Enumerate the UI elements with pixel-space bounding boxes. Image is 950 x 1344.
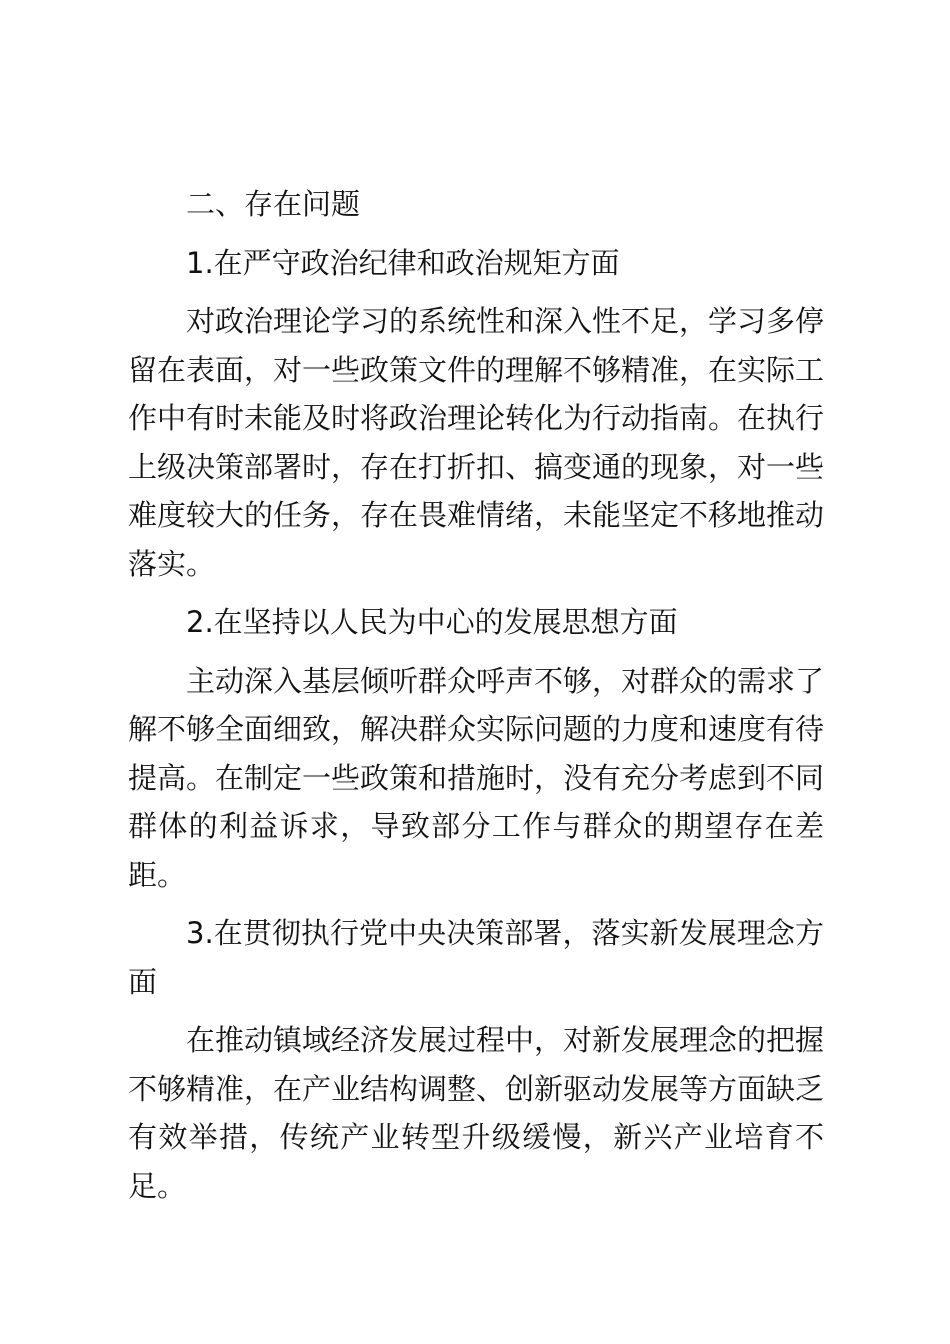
item-3-body: 在推动镇域经济发展过程中，对新发展理念的把握不够精准，在产业结构调整、创新驱动发展等方面缺乏有效举措，传统产业转型升级缓慢，新兴产业培育不足。 — [128, 1023, 825, 1203]
item-2-title: 2.在坚持以人民为中心的发展思想方面 — [186, 605, 678, 639]
item-3-title: 3.在贯彻执行党中央决策部署，落实新发展理念方面 — [128, 916, 824, 999]
item-2-body: 主动深入基层倾听群众呼声不够，对群众的需求了解不够全面细致，解决群众实际问题的力度和速度有待提高。在制定一些政策和措施时，没有充分考虑到不同群体的利益诉求，导致部分工作与群众的期望存在差距。 — [128, 663, 825, 892]
document-body — [128, 180, 824, 1220]
item-1-body: 对政治理论学习的系统性和深入性不足，学习多停留在表面，对一些政策文件的理解不够精准，在实际工作中有时未能及时将政治理论转化为行动指南。在执行上级决策部署时，存在打折扣、搞变通的现象，对一些难度较大的任务，存在畏难情绪，未能坚定不移地推动落实。 — [128, 304, 825, 581]
section-heading: 二、存在问题 — [186, 187, 361, 221]
item-1-title: 1.在严守政治纪律和政治规矩方面 — [186, 245, 620, 280]
